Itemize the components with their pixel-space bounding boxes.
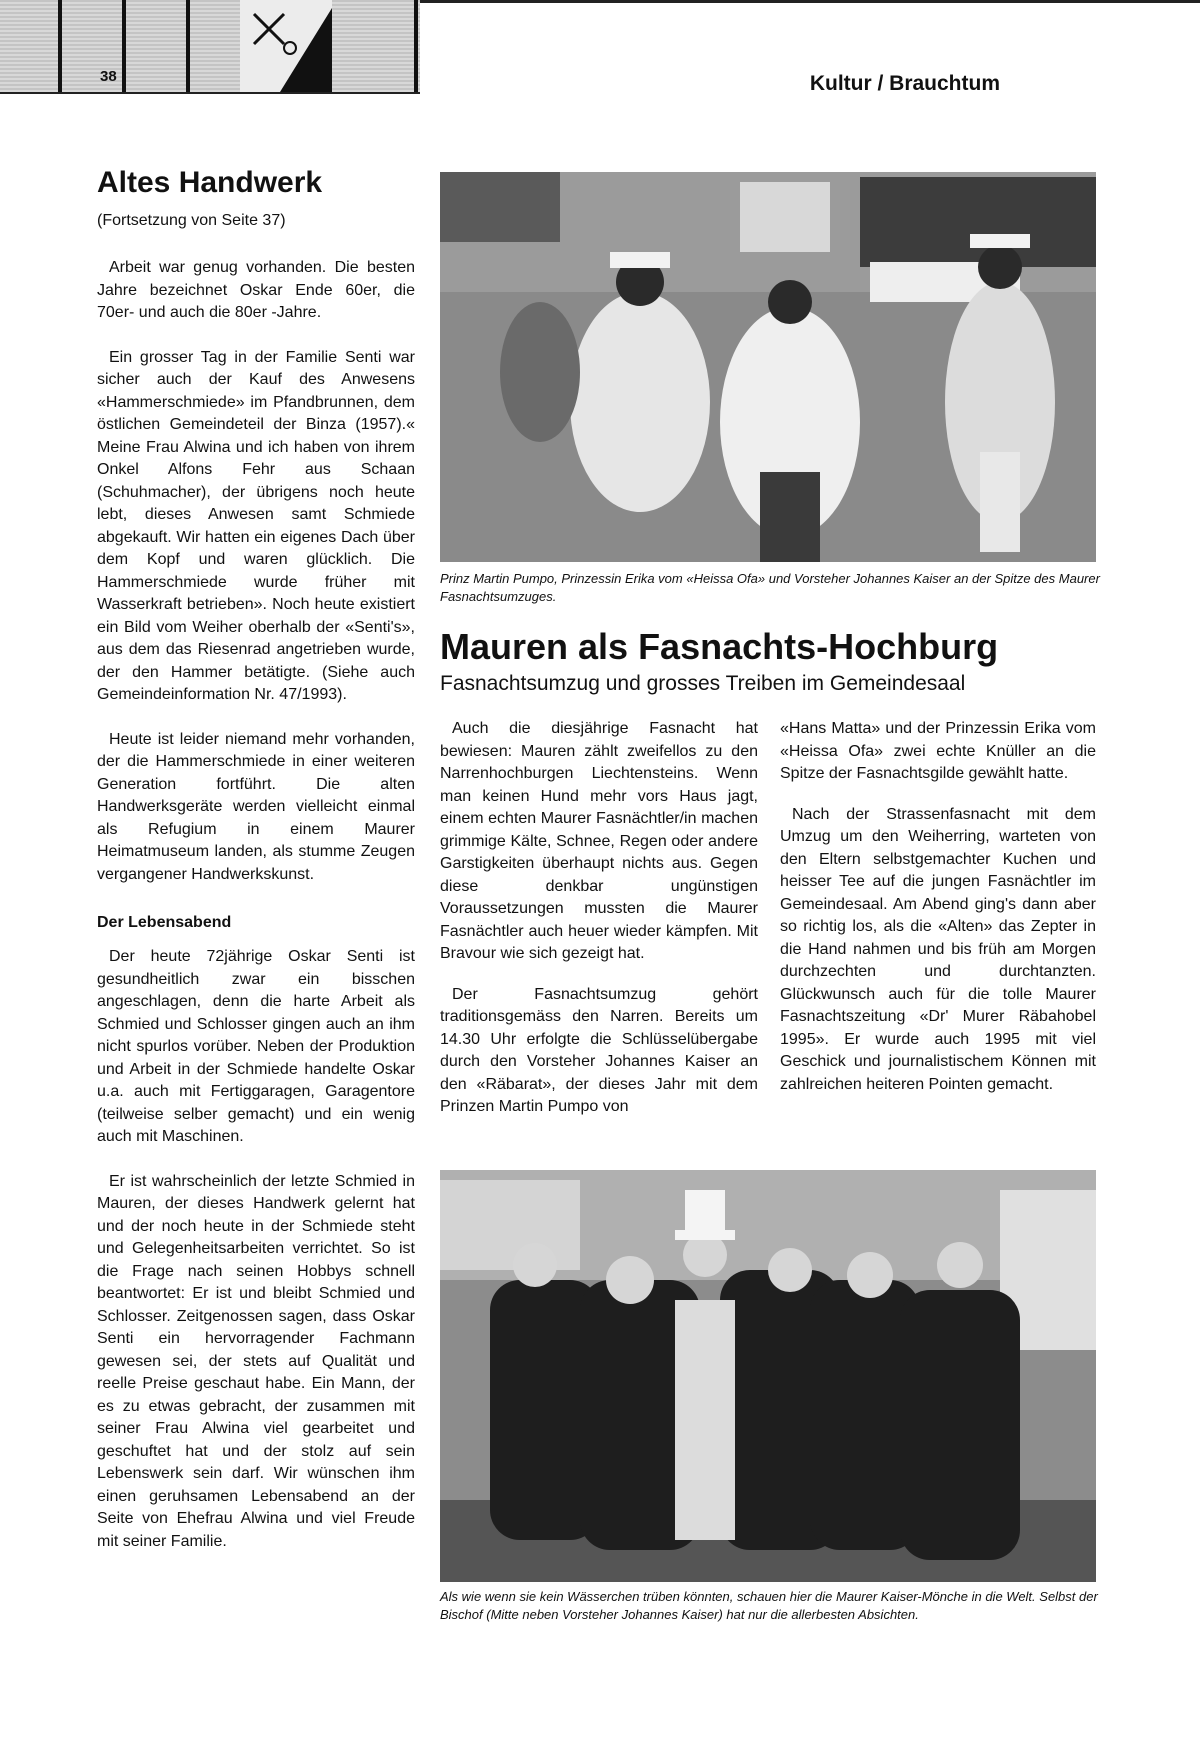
header-divider (414, 0, 418, 92)
article-title-fasnacht: Mauren als Fasnachts-Hochburg (440, 626, 999, 667)
section-title: Kultur / Brauchtum (809, 72, 1000, 95)
paragraph: Der Fasnachtsumzug gehört traditionsgemäss den Narren. Bereits um 14.30 Uhr erfolgte die Schlüsselübergabe durch den Vorsteher Johannes Kaiser an den «Räbarat», der dieses Jahr mit dem Prinzen Martin Pumpo von (440, 985, 758, 1115)
parade-photo (440, 172, 1096, 562)
article-subtitle: Fasnachtsumzug und grosses Treiben im Gemeindesaal (440, 672, 966, 695)
monks-photo-caption: Als wie wenn sie kein Wässerchen trüben könnten, schauen hier die Maurer Kaiser-Mönche in die Welt. Selbst der Bischof (Mitte neben Vorsteher Johannes Kaiser) hat nur die allerbesten Absichten. (440, 1589, 1098, 1622)
coat-of-arms-icon (240, 0, 332, 92)
article-title-altes-handwerk: Altes Handwerk (97, 166, 323, 199)
header-divider (122, 0, 126, 92)
fasnacht-column-1 (440, 718, 758, 1137)
paragraph: Ein grosser Tag in der Familie Senti war sicher auch der Kauf des Anwesens «Hammerschmiede» im Pfandbrunnen, dem östlichen Gemeindeteil der Binza (1957).« Meine Frau Alwina und ich haben von ihrem Onkel Alfons Fehr aus Schaan (Schuhmacher), der übrigens noch heute lebt, dieses Anwesen samt Schmiede abgekauft. Wir hatten ein eigenes Dach über dem Kopf und waren glücklich. Die Hammerschmiede wurde früher mit Wasserkraft betrieben». Noch heute existiert ein Bild vom Weiher oberhalb der «Senti's», aus dem das Riesenrad angetrieben wurde, der den Hammer betätigte. (Siehe auch Gemeindeinformation Nr. 47/1993). (97, 348, 415, 703)
paragraph: Er ist wahrscheinlich der letzte Schmied in Mauren, der dieses Handwerk gelernt hat und der noch heute in der Schmiede steht und Gelegenheitsarbeiten verrichtet. So ist die Frage nach seinen Hobbys schnell beantwortet: Er ist und bleibt Schmied und Schlosser. Zeitgenossen sagen, dass Oskar Senti ein hervorragender Fachmann gewesen sei, der stets auf Qualität und reelle Preise geschaut habe. Ein Mann, der es zu etwas gebracht, der zusammen mit seiner Frau Alwina viel gearbeitet und geschuftet hat und der stolz auf sein Lebenswerk sein darf. Wir wünschen ihm einen geruhsamen Lebensabend an der Seite von Ehefrau Alwina und viel Freude mit seiner Familie. (97, 1172, 415, 1550)
parade-photo-caption: Prinz Martin Pumpo, Prinzessin Erika vom «Heissa Ofa» und Vorsteher Johannes Kaiser an der Spitze des Maurer Fasnachtsumzuges. (440, 571, 1100, 604)
header-divider (58, 0, 62, 92)
top-rule (420, 0, 1200, 3)
page-number: 38 (100, 68, 117, 85)
fasnacht-column-2 (780, 718, 1096, 1114)
paragraph: Arbeit war genug vorhanden. Die besten Jahre bezeichnet Oskar Ende 60er, die 70er- und auch die 80er -Jahre. (97, 259, 415, 321)
paragraph: Auch die diesjährige Fasnacht hat bewiesen: Mauren zählt zweifellos zu den Narrenhochburgen Liechtensteins. Wenn man keinen Hund mehr vors Haus jagt, einem echten Maurer Fasnächtler/in machen grimmige Kälte, Schnee, Regen oder andere Garstigkeiten überhaupt nichts aus. Gegen diese denkbar ungünstigen Voraussetzungen mussten die Maurer Fasnächtler auch heuer wieder kämpfen. Mit Bravour wie sich gezeigt hat. (440, 720, 758, 962)
left-article (97, 165, 415, 1575)
header-divider (186, 0, 190, 92)
paragraph: «Hans Matta» und der Prinzessin Erika vom «Heissa Ofa» zwei echte Knüller an die Spitze der Fasnachtsgilde gewählt hatte. (780, 720, 1096, 782)
monks-photo (440, 1170, 1096, 1582)
paragraph: Heute ist leider niemand mehr vorhanden, der die Hammerschmiede in einer weiteren Generation fortführt. Die alten Handwerksgeräte werden vielleicht einmal als Refugium in einem Maurer Heimatmuseum landen, als stumme Zeugen vergangener Handwerkskunst. (97, 730, 415, 883)
subheading-lebensabend: Der Lebensabend (97, 914, 232, 931)
paragraph: Nach der Strassenfasnacht mit dem Umzug um den Weiherring, warteten von den Eltern selbstgemachter Kuchen und heisser Tee auf die jungen Fasnächtler im Gemeindesaal. Am Abend ging's dann aber so richtig los, als die «Alten» das Zepter in die Hand nahmen und bis früh am Morgen durchzechten und durchtanzten. Glückwunsch auch für die tolle Maurer Fasnachtszeitung «Dr' Murer Räbahobel 1995». Er wurde auch 1995 mit viel Geschick und journalistischem Können mit zahlreichen heiteren Pointen gemacht. (780, 805, 1096, 1093)
paragraph: Der heute 72jährige Oskar Senti ist gesundheitlich zwar ein bisschen angeschlagen, denn die harte Arbeit als Schmied und Schlosser gingen auch an ihm nicht spurlos vorüber. Neben der Produktion und Arbeit in der Schmiede handelte Oskar u.a. auch mit Fertiggaragen, Garagentore (teilweise selber gemacht) und ein wenig auch mit Maschinen. (97, 948, 415, 1145)
continuation-note: (Fortsetzung von Seite 37) (97, 212, 286, 229)
header-strip (0, 0, 420, 94)
